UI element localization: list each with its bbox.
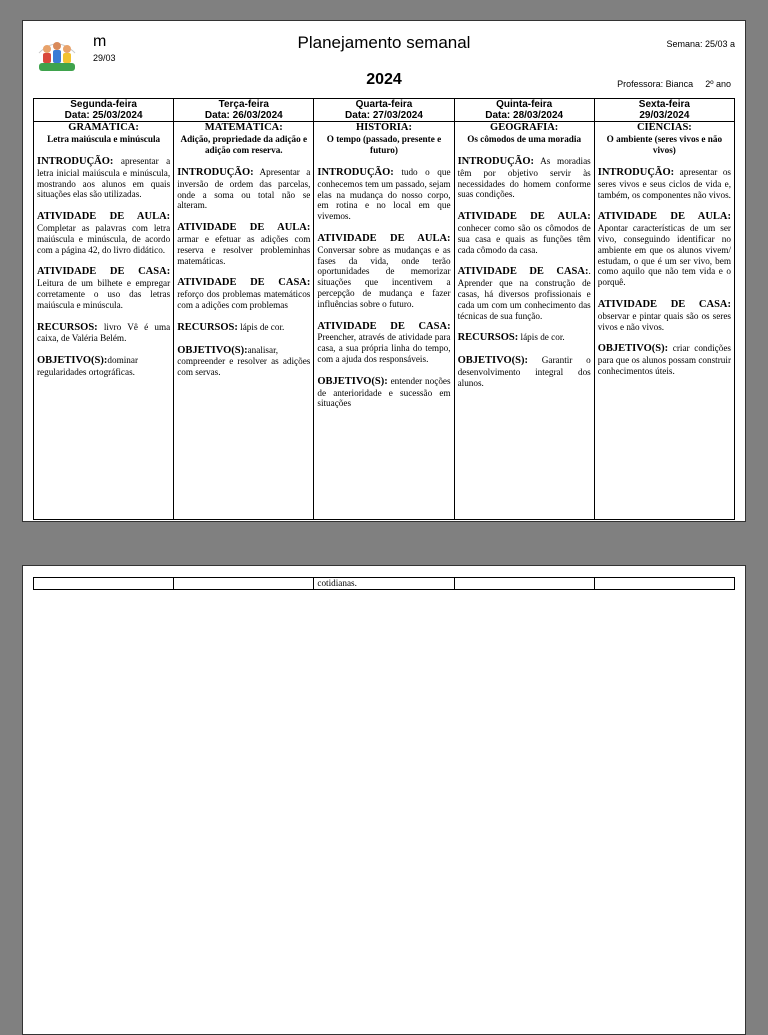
section-label: ATIVIDADE DE CASA: — [177, 277, 311, 289]
section-label: OBJETIVO(S): — [597, 343, 669, 355]
plan-section — [317, 167, 450, 222]
section-label: ATIVIDADE DE CASA: — [457, 266, 589, 278]
section-label: ATIVIDADE DE CASA: — [317, 320, 451, 332]
section-label: RECURSOS: — [37, 321, 98, 333]
week-range: Semana: 25/03 a — [666, 39, 735, 49]
school-name: m — [93, 33, 107, 50]
section-text: lápis de cor. — [518, 332, 565, 343]
day-header-wednesday — [314, 99, 454, 122]
day-cell-friday — [594, 122, 734, 520]
continuation-cell-friday — [594, 578, 734, 590]
section-text: conhecer como são os cômodos de sua casa e quais as funções têm cada cômodo da casa. — [457, 222, 591, 255]
teacher-info — [617, 79, 731, 89]
document-page-2 — [22, 565, 746, 1035]
section-text: . Aprender que na construção de casas, há diversos profissionais e cada um com um conhecimento das técnicas de sua função. — [457, 266, 591, 321]
day-header-friday — [594, 99, 734, 122]
plan-section — [458, 355, 591, 388]
plan-section — [37, 156, 170, 200]
plan-section — [458, 332, 591, 344]
grade-label: 2º ano — [705, 79, 731, 89]
section-text: Leitura de um bilhete e empregar corretamente o uso das letras maiúscula e minúscula. — [37, 278, 171, 310]
section-text: armar e efetuar as adições com reserva e resolver probleminhas matemáticas. — [177, 233, 311, 266]
day-name: Terça-feira — [218, 99, 269, 110]
section-text: apresentar os seres vivos e seus ciclos de vida e, também, os componentes não vivos. — [597, 167, 731, 200]
day-date: Data: 27/03/2024 — [345, 110, 423, 121]
weekly-plan-table — [33, 98, 735, 520]
section-text: Garantir o desenvolvimento integral dos alunos. — [457, 355, 591, 388]
section-label: OBJETIVO(S): — [37, 355, 108, 367]
plan-section — [177, 167, 310, 211]
table-content-row — [34, 122, 735, 520]
continuation-cell-monday — [34, 578, 174, 590]
section-label: ATIVIDADE DE AULA: — [177, 222, 311, 234]
day-name: Sexta-feira — [638, 99, 690, 110]
section-label: ATIVIDADE DE AULA: — [597, 211, 731, 223]
plan-section — [37, 355, 170, 378]
plan-section — [37, 266, 170, 310]
plan-section — [37, 211, 170, 255]
day-date: 29/03/2024 — [639, 110, 690, 121]
lesson-theme: Os cômodos de uma moradia — [467, 134, 582, 144]
day-header-monday — [34, 99, 174, 122]
day-header-tuesday — [174, 99, 314, 122]
subject-title: GEOGRAFIA: — [490, 122, 559, 133]
section-label: ATIVIDADE DE AULA: — [37, 211, 171, 223]
section-label: OBJETIVO(S): — [177, 344, 248, 356]
subject-title: CIÊNCIAS: — [636, 122, 692, 133]
continuation-cell-tuesday — [174, 578, 314, 590]
day-cell-thursday — [454, 122, 594, 520]
section-text: livro Vê é uma caixa, de Valéria Belém. — [37, 321, 171, 344]
plan-section — [317, 376, 450, 409]
section-text: Completar as palavras com letra maiúscula e minúscula, de acordo com a página 42, do livro didático. — [37, 222, 171, 255]
day-name: Quarta-feira — [355, 99, 413, 110]
plan-section — [317, 233, 450, 310]
day-name: Segunda-feira — [70, 99, 137, 110]
subject-title: MATEMÁTICA: — [204, 122, 283, 133]
plan-section — [458, 156, 591, 200]
day-date: Data: 25/03/2024 — [64, 110, 143, 121]
plan-section — [37, 322, 170, 345]
section-text: entender noções de anterioridade e sucessão em situações — [317, 375, 451, 409]
section-label: ATIVIDADE DE AULA: — [317, 232, 451, 244]
plan-section — [317, 321, 450, 365]
document-page-1 — [22, 20, 746, 522]
plan-section — [177, 222, 310, 266]
plan-section — [177, 277, 310, 310]
continuation-table — [33, 577, 735, 590]
section-label: INTRODUÇÃO: — [597, 167, 675, 178]
lesson-theme: O tempo (passado, presente e futuro) — [326, 134, 442, 155]
lesson-theme: O ambiente (seres vivos e não vivos) — [606, 134, 723, 155]
section-text: observar e pintar quais são os seres vivos e não vivos. — [597, 310, 731, 332]
section-label: INTRODUÇÃO: — [177, 167, 254, 178]
plan-section — [177, 322, 310, 334]
day-date: Data: 28/03/2024 — [485, 110, 564, 121]
day-cell-wednesday — [314, 122, 454, 520]
section-text: dominar regularidades ortográficas. — [37, 355, 139, 377]
section-text: criar condições para que os alunos possam construir conhecimentos úteis. — [597, 343, 731, 376]
table-header-row — [34, 99, 735, 122]
section-text: reforço dos problemas matemáticos com a adições com problemas — [177, 289, 311, 310]
section-text: Preencher, através de atividade para casa, a sua própria linha do tempo, com a ajuda dos responsáveis. — [317, 332, 451, 364]
section-label: INTRODUÇÃO: — [317, 167, 394, 178]
subject-title: GRAMÁTICA: — [68, 122, 139, 133]
section-label: INTRODUÇÃO: — [457, 156, 534, 167]
section-label: RECURSOS: — [457, 332, 519, 344]
section-text: Apresentar a inversão de ordem das parcelas, onde a soma ou total não se alteram. — [177, 167, 311, 211]
section-label: ATIVIDADE DE CASA: — [37, 266, 171, 278]
section-label: ATIVIDADE DE AULA: — [457, 211, 591, 223]
plan-section — [598, 343, 731, 376]
section-label: OBJETIVO(S): — [457, 355, 528, 367]
day-name: Quinta-feira — [496, 99, 553, 110]
page-title: Planejamento semanal — [297, 33, 471, 52]
day-date: Data: 26/03/2024 — [204, 110, 283, 121]
section-label: INTRODUÇÃO: — [37, 156, 114, 167]
plan-section — [598, 211, 731, 288]
section-label: ATIVIDADE DE CASA: — [597, 298, 731, 310]
section-text: Conversar sobre as mudanças e as fases da vida, onde terão oportunidades de memorizar situações que incentivem a percepção de mudança e fazer influências sobre o futuro. — [317, 244, 451, 309]
section-text: Apontar características de um ser vivo, conseguindo identificar no ambiente em que os alunos vivem/ estudam, o que é um ser vivo, bem como aquilo que não tem vida e o porquê. — [597, 223, 731, 288]
section-text: lápis de cor. — [237, 321, 285, 332]
day-cell-tuesday — [174, 122, 314, 520]
year-heading: 2024 — [366, 71, 402, 88]
subject-title: HISTÓRIA: — [355, 122, 412, 133]
lesson-theme: Letra maiúscula e minúscula — [47, 134, 161, 144]
day-cell-monday — [34, 122, 174, 520]
plan-section — [598, 299, 731, 332]
day-header-thursday — [454, 99, 594, 122]
section-text: As moradias têm por objetivo servir às necessidades do homem conforme suas condições. — [457, 156, 591, 200]
continuation-cell-thursday — [454, 578, 594, 590]
continuation-cell-wednesday: cotidianas. — [314, 578, 454, 590]
section-label: OBJETIVO(S): — [317, 375, 388, 387]
school-date: 29/03 — [93, 53, 116, 63]
plan-section — [458, 211, 591, 255]
section-label: RECURSOS: — [177, 321, 238, 333]
teacher-name: Professora: Bianca — [617, 79, 694, 89]
lesson-theme: Adição, propriedade da adição e adição com reserva. — [180, 134, 308, 155]
section-text: apresentar a letra inicial maiúscula e minúscula, mostrando aos alunos em quais situações elas são utilizadas. — [37, 156, 171, 200]
table-row — [34, 578, 735, 590]
plan-section — [458, 266, 591, 321]
plan-section — [177, 345, 310, 378]
plan-section — [598, 167, 731, 200]
section-text: tudo o que conhecemos tem um passado, sejam elas na mudança do nosso corpo, em rotina e no local em que vivemos. — [317, 167, 451, 222]
section-text: analisar, compreender e resolver as adições com servas. — [177, 344, 311, 378]
